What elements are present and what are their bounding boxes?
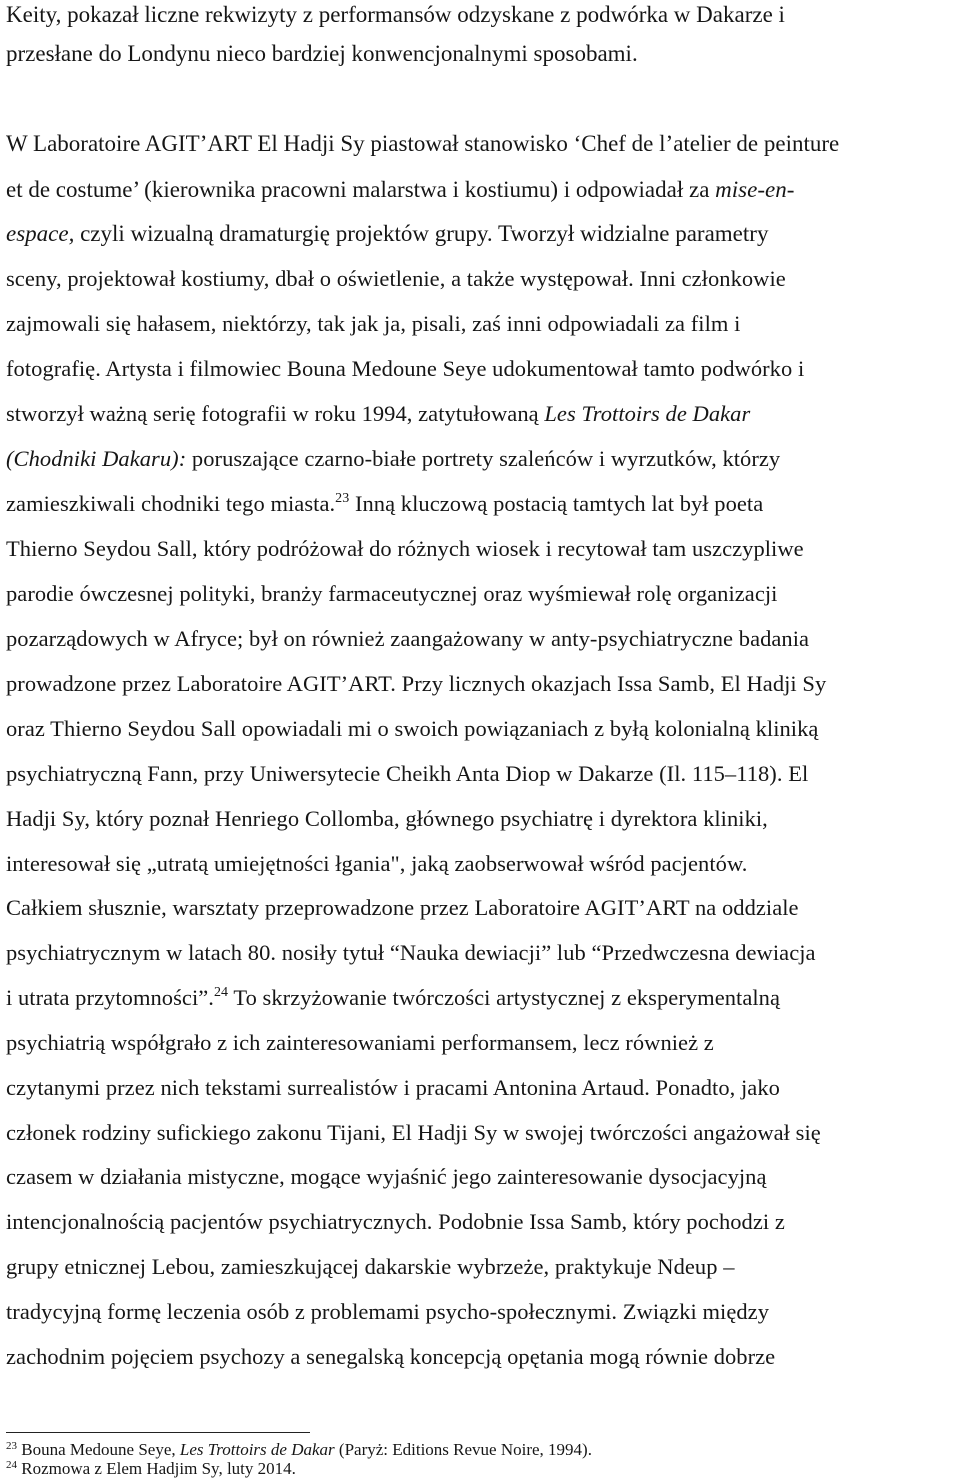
text-line: prowadzone przez Laboratoire AGIT’ART. Przy licznych okazjach Issa Samb, El Hadji Sy <box>6 671 827 696</box>
text-line: sceny, projektował kostiumy, dbał o oświetlenie, a także występował. Inni członkowie <box>6 266 786 291</box>
text-line: Thierno Seydou Sall, który podróżował do różnych wiosek i recytował tam uszczypliwe <box>6 536 804 561</box>
text-line: oraz Thierno Seydou Sall opowiadali mi o swoich powiązaniach z byłą kolonialną kliniką <box>6 716 819 741</box>
text-line: członek rodziny sufickiego zakonu Tijani, El Hadji Sy w swojej twórczości angażował się <box>6 1120 821 1145</box>
text-span: Rozmowa z Elem Hadjim Sy, luty 2014. <box>17 1459 296 1478</box>
italic-title: Les Trottoirs de Dakar <box>544 401 751 426</box>
text-span: zamieszkiwali chodniki tego miasta. <box>6 491 336 516</box>
footnote-separator <box>6 1432 310 1433</box>
text-line: pozarządowych w Afryce; był on również zaangażowany w anty-psychiatryczne badania <box>6 626 810 651</box>
text-line <box>6 177 794 203</box>
footnote-ref-24[interactable]: 24 <box>213 985 229 1000</box>
text-line <box>6 446 780 472</box>
text-line: Całkiem słusznie, warsztaty przeprowadzone przez Laboratoire AGIT’ART na oddziale <box>6 895 799 920</box>
text-span: i utrata przytomności”. <box>6 985 214 1010</box>
text-span: czyli wizualną dramaturgię projektów grupy. Tworzył widzialne parametry <box>74 221 769 246</box>
text-line: intencjonalnością pacjentów psychiatrycznych. Podobnie Issa Samb, który pochodzi z <box>6 1209 785 1234</box>
footnote-number: 23 <box>6 1440 17 1452</box>
text-line <box>6 985 780 1011</box>
text-span: Bouna Medoune Seye, <box>17 1440 180 1459</box>
text-line: Hadji Sy, który poznał Henriego Collomba, głównego psychiatrę i dyrektora kliniki, <box>6 806 768 831</box>
text-span: et de costume’ (kierownika pracowni malarstwa i kostiumu) i odpowiadał za <box>6 177 716 202</box>
text-line: tradycyjną formę leczenia osób z problemami psycho-społecznymi. Związki między <box>6 1299 769 1324</box>
italic-term: espace, <box>6 221 75 246</box>
text-line: zachodnim pojęciem psychozy a senegalską koncepcją opętania mogą równie dobrze <box>6 1344 776 1369</box>
text-line: zajmowali się hałasem, niektórzy, tak jak ja, pisali, zaś inni odpowiadali za film i <box>6 311 741 336</box>
footnote-24 <box>6 1459 296 1479</box>
text-span: To skrzyżowanie twórczości artystycznej z eksperymentalną <box>228 985 781 1010</box>
text-span: poruszające czarno-białe portrety szaleńców i wyrzutków, którzy <box>186 446 781 471</box>
text-line <box>6 491 763 517</box>
text-line: psychiatryczną Fann, przy Uniwersytecie Cheikh Anta Diop w Dakarze (Il. 115–118). El <box>6 761 809 786</box>
italic-title: (Chodniki Dakaru): <box>6 446 187 471</box>
text-line <box>6 401 750 427</box>
text-line <box>6 221 768 247</box>
text-line: przesłane do Londynu nieco bardziej konwencjonalnymi sposobami. <box>6 41 638 66</box>
text-line: grupy etnicznej Lebou, zamieszkującej dakarskie wybrzeże, praktykuje Ndeup – <box>6 1254 735 1279</box>
footnote-ref-23[interactable]: 23 <box>335 491 350 506</box>
text-line: parodie ówczesnej polityki, branży farmaceutycznej oraz wyśmiewał rolę organizacji <box>6 581 778 606</box>
text-line: fotografię. Artysta i filmowiec Bouna Medoune Seye udokumentował tamto podwórko i <box>6 356 805 381</box>
italic-title: Les Trottoirs de Dakar <box>179 1440 335 1459</box>
text-line: psychiatrycznym w latach 80. nosiły tytuł “Nauka dewiacji” lub “Przedwczesna dewiacja <box>6 940 816 965</box>
italic-term: mise-en- <box>715 177 795 202</box>
footnote-23 <box>6 1440 592 1460</box>
text-span: (Paryż: Editions Revue Noire, 1994). <box>334 1440 592 1459</box>
text-line: W Laboratoire AGIT’ART El Hadji Sy piastował stanowisko ‘Chef de l’atelier de peinture <box>6 131 840 156</box>
text-line: interesował się „utratą umiejętności łgania", jaką zaobserwował wśród pacjentów. <box>6 851 748 876</box>
text-line: czasem w działania mistyczne, mogące wyjaśnić jego zainteresowanie dysocjacyjną <box>6 1164 767 1189</box>
text-line: Keity, pokazał liczne rekwizyty z performansów odzyskane z podwórka w Dakarze i <box>6 2 785 27</box>
text-span: stworzył ważną serię fotografii w roku 1994, zatytułowaną <box>6 401 545 426</box>
text-line: psychiatrią współgrało z ich zainteresowaniami performansem, lecz również z <box>6 1030 714 1055</box>
footnote-number: 24 <box>6 1459 17 1471</box>
text-span: Inną kluczową postacią tamtych lat był poeta <box>349 491 764 516</box>
text-line: czytanymi przez nich tekstami surrealistów i pracami Antonina Artaud. Ponadto, jako <box>6 1075 780 1100</box>
